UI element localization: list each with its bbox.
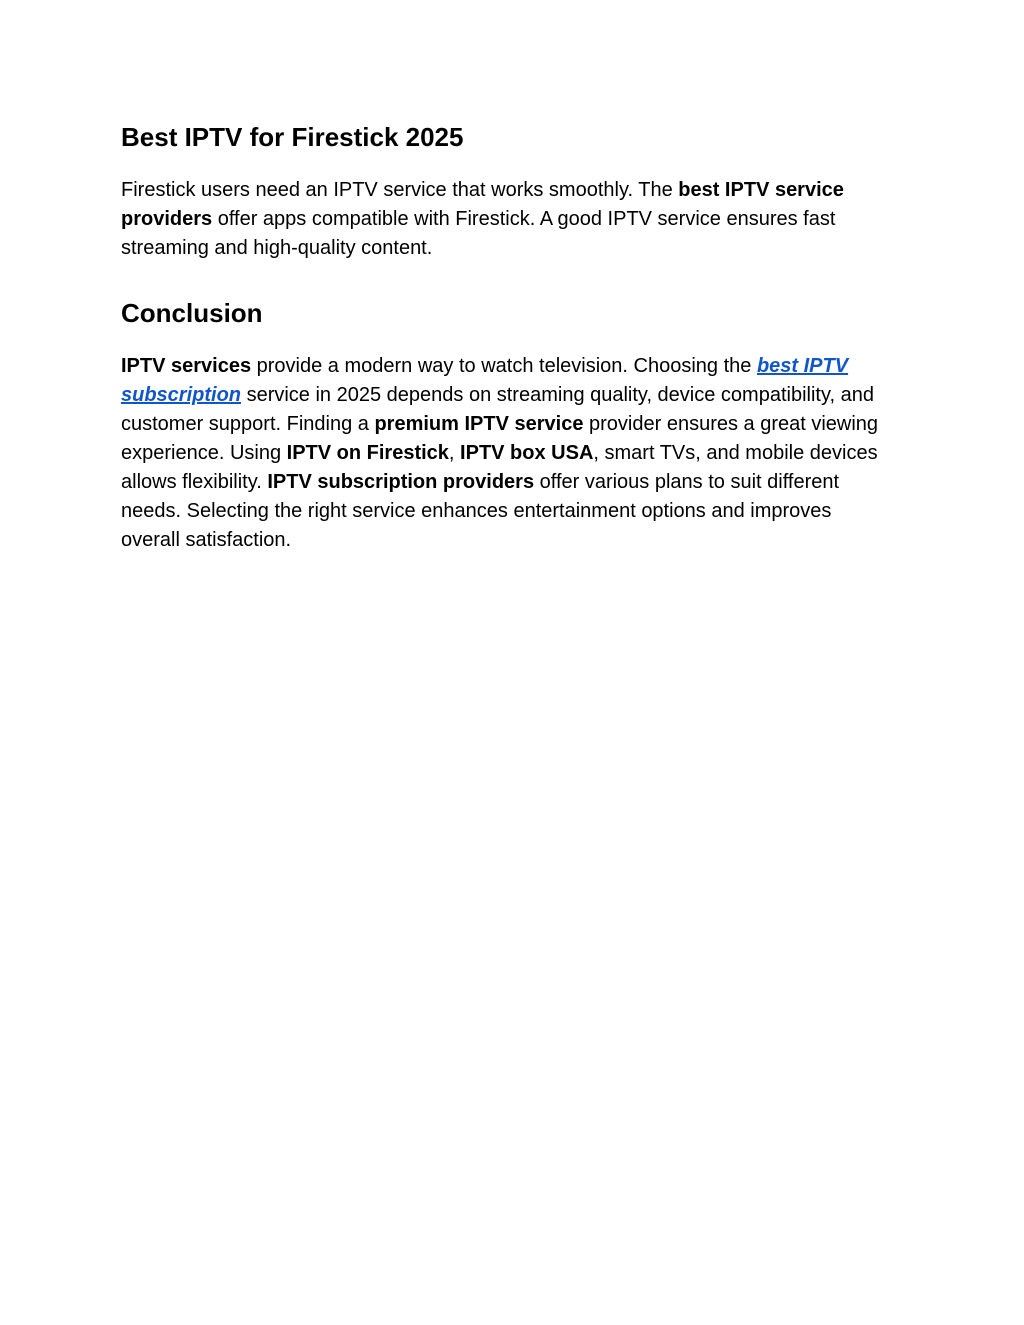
paragraph-conclusion: [121, 352, 891, 555]
text-run: provider ensures a great viewing experience. Using: [121, 413, 879, 464]
bold-iptv-subscription-providers: IPTV subscription providers: [267, 471, 535, 493]
bold-premium-iptv-service: premium IPTV service: [374, 413, 584, 435]
text-run: ,: [448, 442, 461, 464]
text-run: service in 2025 depends on streaming quality, device compatibility, and customer support. Finding a: [121, 384, 874, 435]
text-run: offer apps compatible with Firestick. A good IPTV service ensures fast streaming and high-quality content.: [121, 208, 836, 259]
bold-iptv-on-firestick: IPTV on Firestick: [286, 442, 449, 464]
text-run: Firestick users need an IPTV service that works smoothly. The: [121, 179, 679, 201]
link-best-iptv-subscription[interactable]: best IPTV subscription: [121, 355, 849, 406]
text-run: , smart TVs, and mobile devices allows flexibility.: [121, 442, 878, 493]
bold-best-iptv-service-providers: best IPTV service providers: [121, 179, 844, 230]
bold-iptv-services: IPTV services: [121, 355, 252, 377]
heading-firestick: Best IPTV for Firestick 2025: [121, 122, 464, 152]
text-run: provide a modern way to watch television. Choosing the: [251, 355, 757, 377]
document-page: [121, 0, 891, 555]
text-run: offer various plans to suit different needs. Selecting the right service enhances entertainment options and improves overall satisfaction.: [121, 471, 840, 551]
paragraph-firestick: [121, 176, 891, 263]
bold-iptv-box-usa: IPTV box USA: [460, 442, 594, 464]
heading-conclusion: Conclusion: [121, 298, 263, 328]
